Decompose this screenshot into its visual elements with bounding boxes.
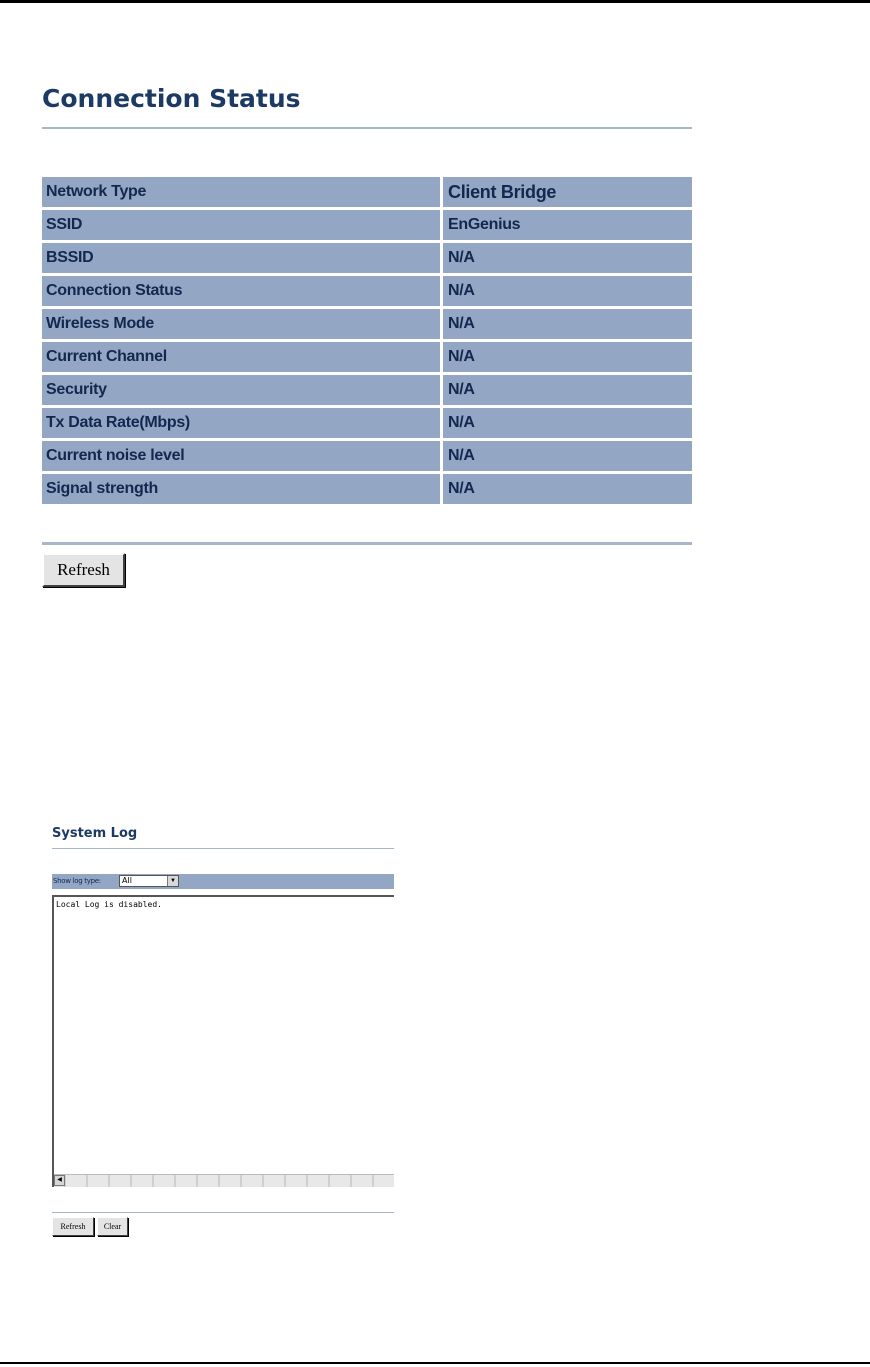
connection-status-title-underline (42, 127, 692, 129)
status-label: BSSID (42, 243, 440, 273)
log-content: Local Log is disabled. (56, 900, 162, 909)
status-label: Security (42, 375, 440, 405)
scroll-left-arrow-icon[interactable]: ◀ (54, 1175, 65, 1186)
status-label: Network Type (42, 177, 440, 207)
log-type-label: Show log type: (53, 877, 101, 885)
status-value: N/A (443, 309, 692, 339)
status-label: Connection Status (42, 276, 440, 306)
log-filter-bar (52, 874, 394, 889)
refresh-button[interactable]: Refresh (42, 553, 125, 587)
status-label: Current Channel (42, 342, 440, 372)
status-row-bssid (42, 243, 692, 273)
status-label: Tx Data Rate(Mbps) (42, 408, 440, 438)
page-top-rule (0, 0, 870, 3)
status-row-wireless-mode (42, 309, 692, 339)
status-row-connection-status (42, 276, 692, 306)
horizontal-scrollbar[interactable] (54, 1174, 394, 1187)
status-row-ssid (42, 210, 692, 240)
status-label: Current noise level (42, 441, 440, 471)
status-row-tx-data-rate (42, 408, 692, 438)
status-value: N/A (443, 243, 692, 273)
status-value: N/A (443, 474, 692, 504)
status-row-network-type (42, 177, 692, 207)
status-value: EnGenius (443, 210, 692, 240)
status-row-security (42, 375, 692, 405)
connection-status-divider (42, 542, 692, 545)
status-label: SSID (42, 210, 440, 240)
status-value: N/A (443, 441, 692, 471)
connection-status-table (42, 177, 692, 507)
status-value: N/A (443, 375, 692, 405)
status-row-signal-strength (42, 474, 692, 504)
system-log-title-underline (52, 848, 394, 849)
status-value: Client Bridge (443, 177, 692, 207)
system-log-title: System Log (52, 826, 138, 841)
status-row-current-channel (42, 342, 692, 372)
status-label: Wireless Mode (42, 309, 440, 339)
log-refresh-button[interactable]: Refresh (52, 1217, 94, 1236)
status-label: Signal strength (42, 474, 440, 504)
page-bottom-rule (0, 1362, 870, 1364)
chevron-down-icon[interactable]: ▼ (167, 876, 178, 886)
system-log-divider (52, 1212, 394, 1213)
log-clear-button[interactable]: Clear (97, 1217, 128, 1236)
status-value: N/A (443, 276, 692, 306)
status-value: N/A (443, 342, 692, 372)
connection-status-title: Connection Status (42, 84, 301, 113)
status-value: N/A (443, 408, 692, 438)
log-type-selected-value: All (122, 876, 132, 885)
log-type-select[interactable] (119, 875, 179, 887)
status-row-noise-level (42, 441, 692, 471)
system-log-textarea[interactable] (52, 895, 394, 1187)
